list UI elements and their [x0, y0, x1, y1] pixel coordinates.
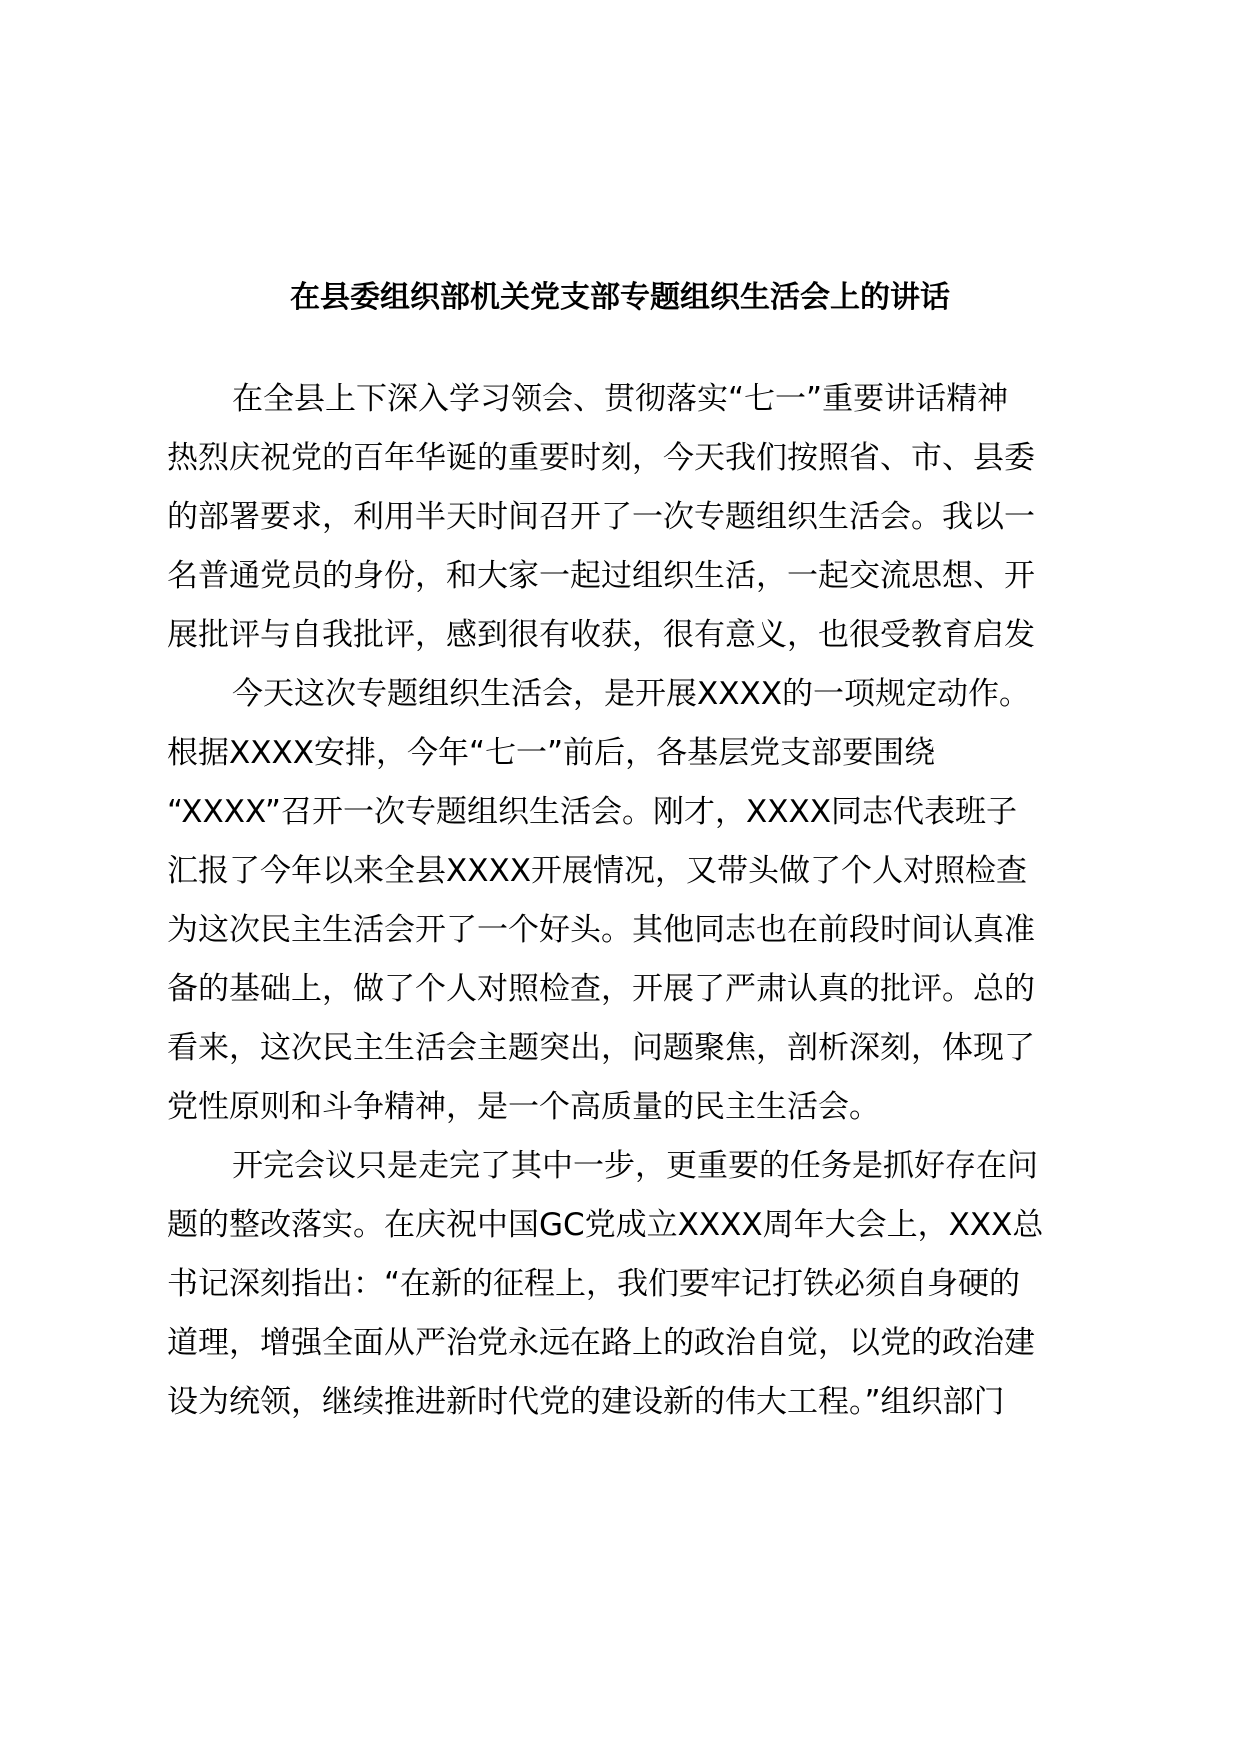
body-line-5: 展批评与自我批评，感到很有收获，很有意义，也很受教育启发 [167, 617, 1035, 653]
body-line-8: “XXXX”召开一次专题组织生活会。刚才，XXXX同志代表班子 [167, 794, 1017, 830]
body-line-2: 热烈庆祝党的百年华诞的重要时刻，今天我们按照省、市、县委 [167, 440, 1035, 476]
body-line-15: 题的整改落实。在庆祝中国GC党成立XXXX周年大会上，XXX总 [167, 1207, 1044, 1243]
body-line-18: 设为统领，继续推进新时代党的建设新的伟大工程。”组织部门 [167, 1384, 1005, 1420]
document-title: 在县委组织部机关党支部专题组织生活会上的讲话 [290, 280, 950, 315]
body-line-17: 道理，增强全面从严治党永远在路上的政治自觉，以党的政治建 [167, 1325, 1035, 1361]
body-line-3: 的部署要求，利用半天时间召开了一次专题组织生活会。我以一 [167, 499, 1035, 535]
body-line-1: 在全县上下深入学习领会、贯彻落实“七一”重要讲话精神 [232, 381, 1009, 417]
body-line-7: 根据XXXX安排，今年“七一”前后，各基层党支部要围绕 [167, 735, 936, 771]
body-line-4: 名普通党员的身份，和大家一起过组织生活，一起交流思想、开 [167, 558, 1035, 594]
body-line-13: 党性原则和斗争精神，是一个高质量的民主生活会。 [167, 1089, 880, 1125]
body-line-14: 开完会议只是走完了其中一步，更重要的任务是抓好存在问 [232, 1148, 1038, 1184]
body-line-11: 备的基础上，做了个人对照检查，开展了严肃认真的批评。总的 [167, 971, 1035, 1007]
body-line-12: 看来，这次民主生活会主题突出，问题聚焦，剖析深刻，体现了 [167, 1030, 1035, 1066]
body-line-9: 汇报了今年以来全县XXXX开展情况，又带头做了个人对照检查 [167, 853, 1027, 889]
body-line-10: 为这次民主生活会开了一个好头。其他同志也在前段时间认真准 [167, 912, 1035, 948]
body-line-16: 书记深刻指出：“在新的征程上，我们要牢记打铁必须自身硬的 [167, 1266, 1021, 1302]
body-line-6: 今天这次专题组织生活会，是开展XXXX的一项规定动作。 [232, 676, 1030, 712]
